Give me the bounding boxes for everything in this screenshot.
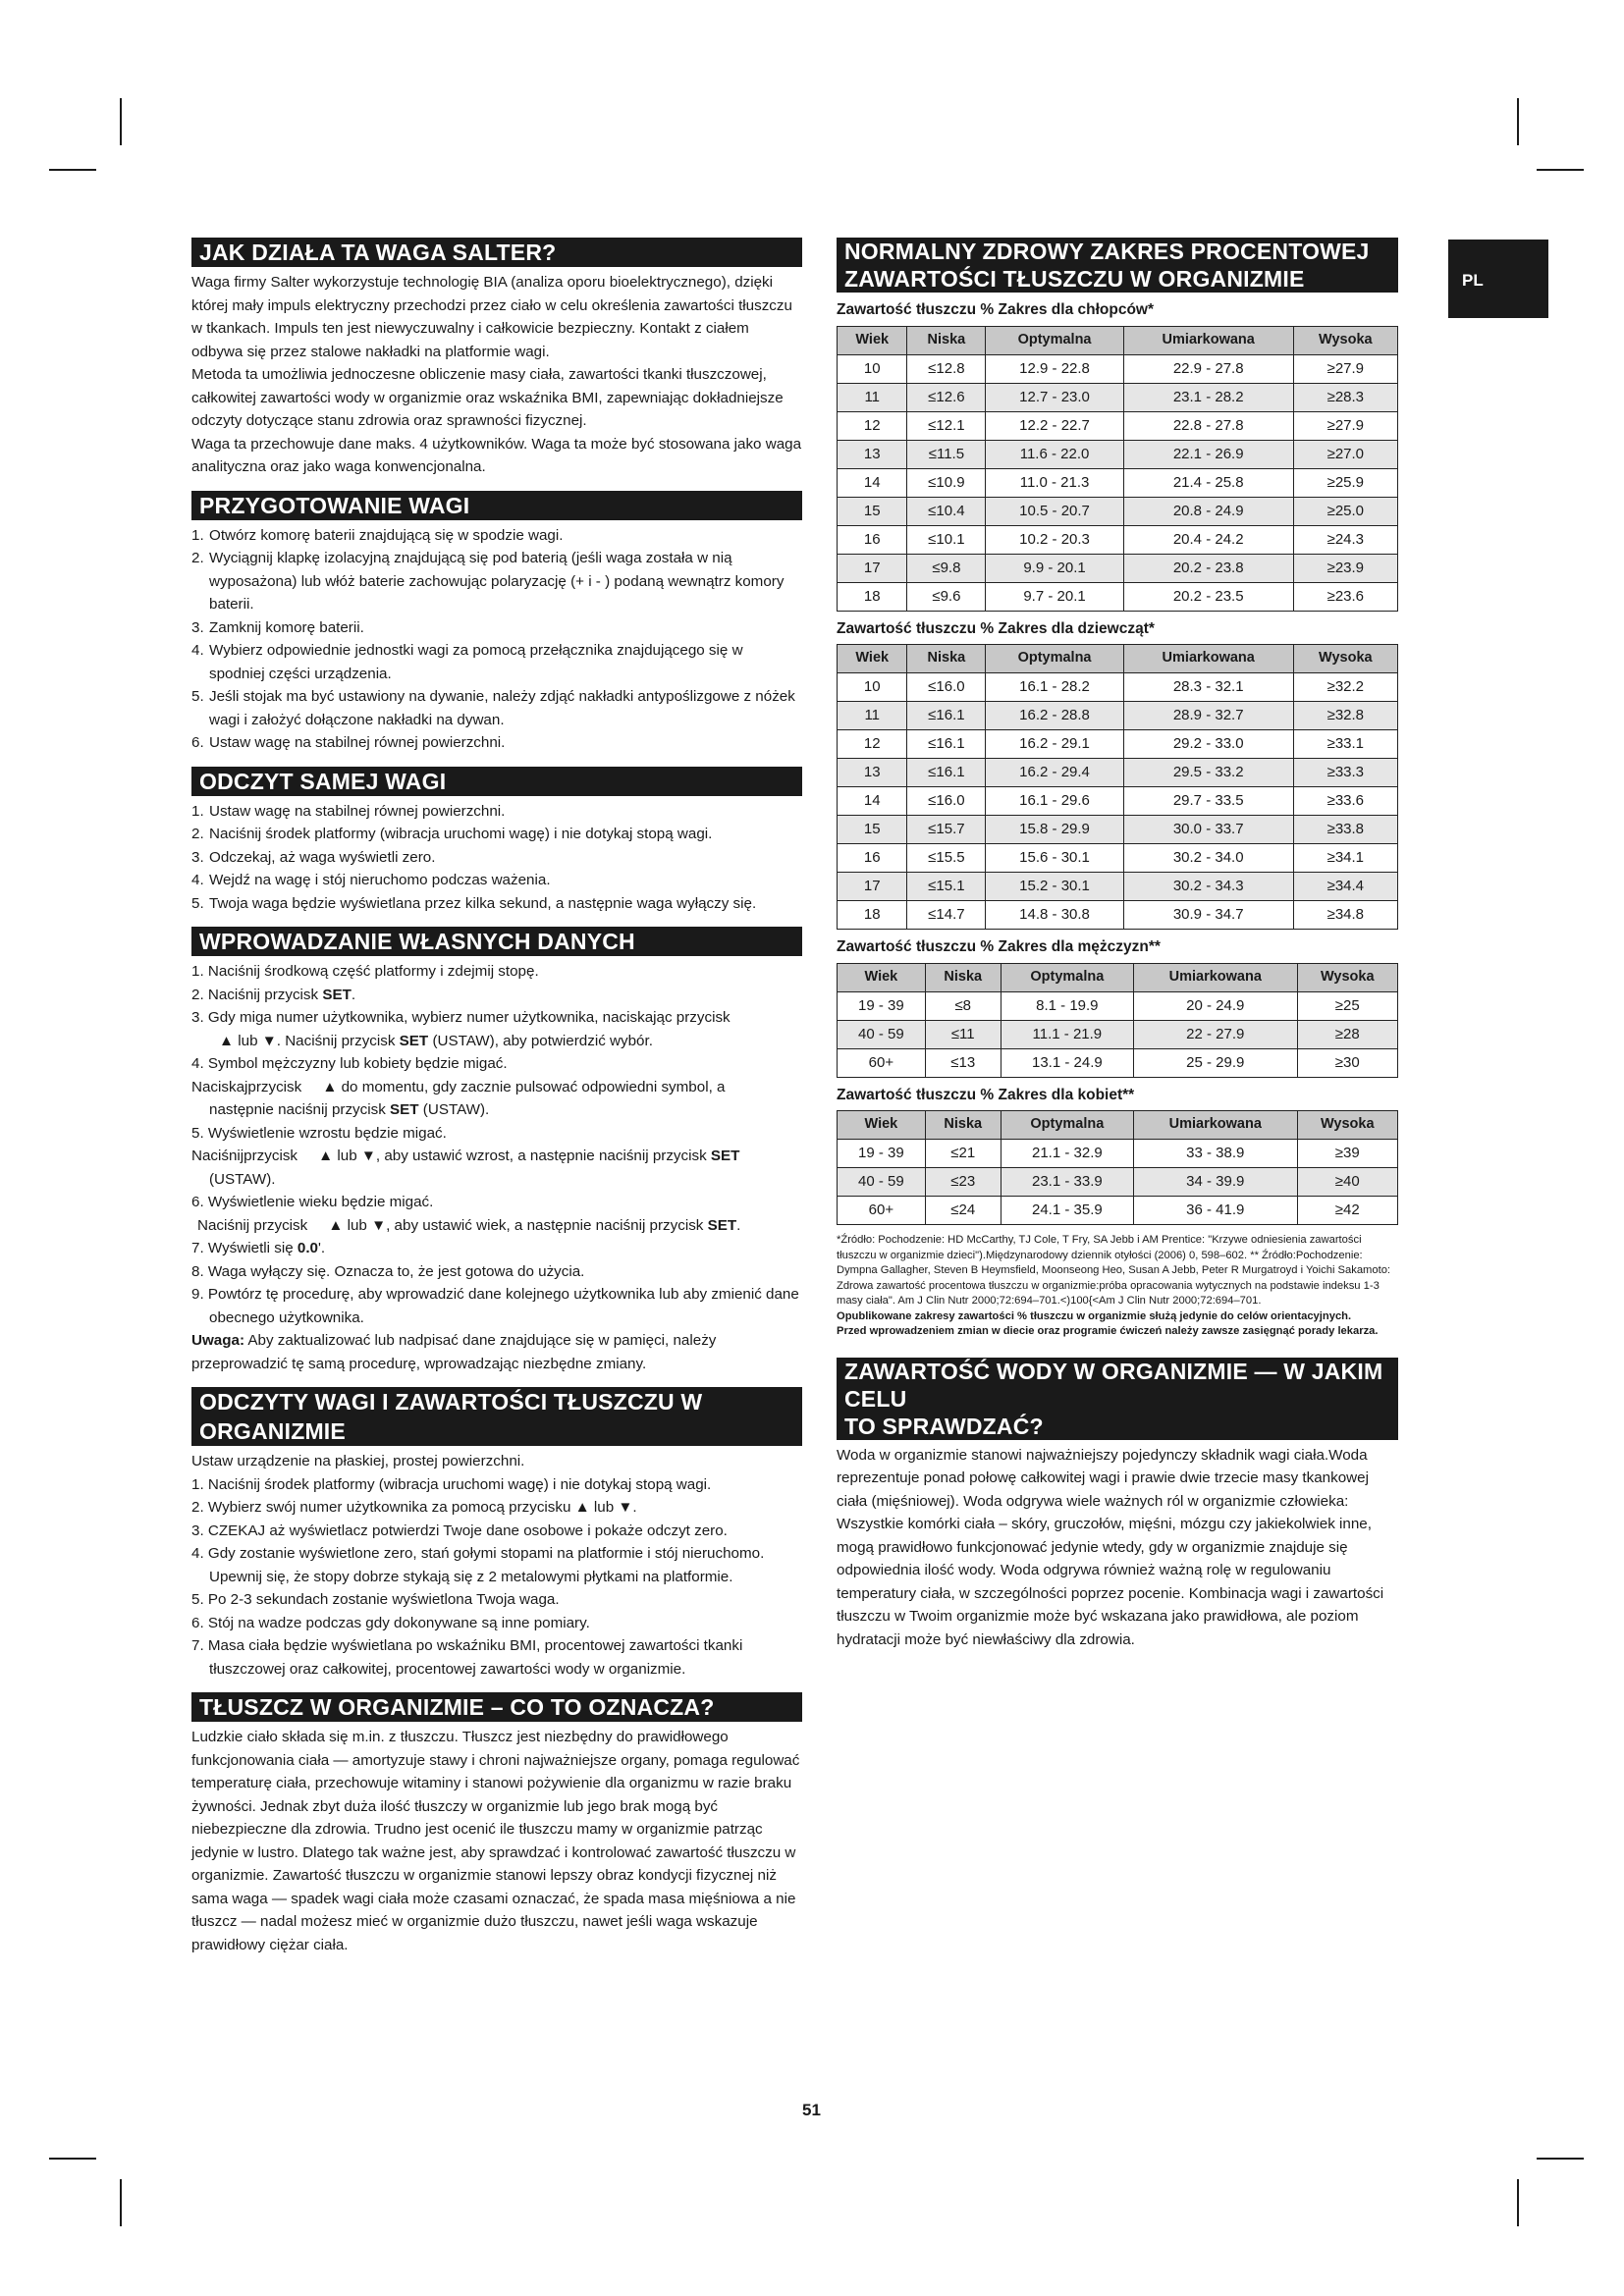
table-cell: 30.2 - 34.0: [1123, 844, 1293, 873]
table-cell: 12.9 - 22.8: [986, 354, 1123, 383]
table-cell: 12.2 - 22.7: [986, 411, 1123, 440]
table-cell: 14: [838, 468, 907, 497]
table-cell: 15.2 - 30.1: [986, 873, 1123, 901]
table-cell: ≥27.9: [1293, 354, 1397, 383]
table-cell: ≤11: [925, 1020, 1001, 1048]
list-item: 3. Odczekaj, aż waga wyświetli zero.: [191, 848, 436, 866]
table-cell: 13: [838, 759, 907, 787]
table-cell: ≤23: [925, 1168, 1001, 1197]
table-cell: 29.7 - 33.5: [1123, 787, 1293, 816]
table-cell: ≤16.0: [907, 673, 986, 702]
table-caption: Zawartość tłuszczu % Zakres dla dziewcząt*: [837, 619, 1155, 637]
list-item: 4. Wejdź na wagę i stój nieruchomo podczas ważenia.: [191, 872, 551, 888]
section-title: WPROWADZANIE WŁASNYCH DANYCH: [191, 927, 802, 956]
table-cell: 21.4 - 25.8: [1123, 468, 1293, 497]
table-cell: 19 - 39: [838, 1140, 926, 1168]
step: 6. Stój na wadze podczas gdy dokonywane są inne pomiary.: [191, 1614, 590, 1631]
table-cell: 16: [838, 844, 907, 873]
table-cell: 21.1 - 32.9: [1001, 1140, 1133, 1168]
table-cell: 22.8 - 27.8: [1123, 411, 1293, 440]
table-cell: 13: [838, 440, 907, 468]
section-title: TŁUSZCZ W ORGANIZMIE – CO TO OZNACZA?: [191, 1692, 802, 1722]
table-caption: Zawartość tłuszczu % Zakres dla mężczyzn**: [837, 938, 1161, 955]
step: 3. CZEKAJ aż wyświetlacz potwierdzi Twoje dane osobowe i pokaże odczyt zero.: [191, 1522, 728, 1539]
list-item: 2. Wyciągnij klapkę izolacyjną znajdującą się pod baterią (jeśli waga została w nią wyposażona) lub włóż baterie zachowując polaryzację (+ i - ) podaną wewnątrz komory baterii.: [191, 550, 785, 613]
table-header-cell: Niska: [907, 326, 986, 354]
crop-mark: [1517, 98, 1519, 145]
table-cell: 12: [838, 730, 907, 759]
table-row: [838, 787, 1398, 816]
table-cell: 30.2 - 34.3: [1123, 873, 1293, 901]
step: 4. Gdy zostanie wyświetlone zero, stań gołymi stopami na platformie i stój nieruchomo. Upewnij się, że stopy dobrze stykają się z 2 metalowymi płytkami na platformie.: [191, 1545, 765, 1585]
table-cell: 15: [838, 816, 907, 844]
table-cell: ≥24.3: [1293, 525, 1397, 554]
table-cell: 10: [838, 354, 907, 383]
table-cell: 30.9 - 34.7: [1123, 901, 1293, 930]
table-cell: 20.2 - 23.8: [1123, 554, 1293, 582]
step: Naciśnijprzycisk ▲ lub ▼, aby ustawić wzrost, a następnie naciśnij przycisk SET: [191, 1148, 740, 1164]
men-fat-table: [837, 963, 1398, 1078]
table-row: [838, 702, 1398, 730]
paragraph: Ustaw urządzenie na płaskiej, prostej powierzchni.: [191, 1453, 525, 1469]
boys-fat-table: [837, 326, 1398, 612]
step: 6. Wyświetlenie wieku będzie migać.: [191, 1194, 434, 1210]
table-header-cell: Wysoka: [1293, 326, 1397, 354]
table-row: [838, 844, 1398, 873]
note: Uwaga: Aby zaktualizować lub nadpisać dane znajdujące się w pamięci, należy przeprowadzić tę samą procedurę, wprowadzając niezbędne zmiany.: [191, 1332, 717, 1372]
table-cell: 15.8 - 29.9: [986, 816, 1123, 844]
table-cell: 22 - 27.9: [1134, 1020, 1298, 1048]
table-header-cell: Niska: [907, 645, 986, 673]
paragraph: Metoda ta umożliwia jednoczesne obliczenie masy ciała, zawartości tkanki tłuszczowej, całkowitej zawartości wody w organizmie oraz wskaźnika BMI, zapewniając dokładniejsze odczyty dotyczące stanu zdrowia oraz sprawności fizycznej.: [191, 366, 784, 429]
table-cell: ≥33.6: [1293, 787, 1397, 816]
table-cell: ≥32.2: [1293, 673, 1397, 702]
table-cell: 11.6 - 22.0: [986, 440, 1123, 468]
table-cell: 11: [838, 383, 907, 411]
table-header-cell: Umiarkowana: [1134, 1111, 1298, 1140]
table-cell: 12.7 - 23.0: [986, 383, 1123, 411]
section-title: ODCZYTY WAGI I ZAWARTOŚCI TŁUSZCZU W ORGANIZMIE: [191, 1387, 802, 1446]
table-cell: 28.9 - 32.7: [1123, 702, 1293, 730]
step: następnie naciśnij przycisk SET (USTAW).: [209, 1101, 490, 1118]
table-cell: 25 - 29.9: [1134, 1048, 1298, 1077]
table-row: [838, 816, 1398, 844]
table-cell: 23.1 - 28.2: [1123, 383, 1293, 411]
table-cell: ≥30: [1297, 1048, 1397, 1077]
step: 4. Symbol mężczyzny lub kobiety będzie migać.: [191, 1055, 508, 1072]
table-cell: 13.1 - 24.9: [1001, 1048, 1133, 1077]
table-row: [838, 383, 1398, 411]
women-fat-table: [837, 1110, 1398, 1225]
table-header-cell: Optymalna: [1001, 963, 1133, 991]
step: 3. Gdy miga numer użytkownika, wybierz numer użytkownika, naciskając przycisk: [191, 1009, 731, 1026]
table-cell: 9.9 - 20.1: [986, 554, 1123, 582]
table-cell: ≥27.9: [1293, 411, 1397, 440]
table-cell: ≤10.9: [907, 468, 986, 497]
table-cell: 60+: [838, 1197, 926, 1225]
table-row: [838, 468, 1398, 497]
table-cell: ≥33.3: [1293, 759, 1397, 787]
table-header-cell: Niska: [925, 963, 1001, 991]
table-cell: ≥34.4: [1293, 873, 1397, 901]
table-row: [838, 554, 1398, 582]
table-row: [838, 1140, 1398, 1168]
language-tab-label: PL: [1462, 271, 1484, 290]
crop-mark: [1537, 169, 1584, 171]
table-header-cell: Wiek: [838, 326, 907, 354]
section-how: [191, 238, 802, 479]
list-item: 2. Naciśnij środek platformy (wibracja uruchomi wagę) i nie dotykaj stopą wagi.: [191, 826, 713, 842]
table-cell: ≥32.8: [1293, 702, 1397, 730]
crop-mark: [1517, 2179, 1519, 2226]
table-cell: ≤8: [925, 991, 1001, 1020]
crop-mark: [49, 2158, 96, 2160]
table-row: [838, 730, 1398, 759]
page-number: 51: [802, 2101, 821, 2119]
table-cell: ≤9.6: [907, 582, 986, 611]
table-cell: 40 - 59: [838, 1168, 926, 1197]
table-cell: ≥34.1: [1293, 844, 1397, 873]
table-cell: 23.1 - 33.9: [1001, 1168, 1133, 1197]
table-cell: 16.2 - 29.1: [986, 730, 1123, 759]
table-cell: 12: [838, 411, 907, 440]
table-cell: ≤21: [925, 1140, 1001, 1168]
table-cell: ≤24: [925, 1197, 1001, 1225]
step-list: [191, 524, 802, 755]
table-cell: ≤14.7: [907, 901, 986, 930]
section-fat-reading: [191, 1387, 802, 1681]
section-title: JAK DZIAŁA TA WAGA SALTER?: [191, 238, 802, 267]
crop-mark: [120, 2179, 122, 2226]
list-item: 6. Ustaw wagę na stabilnej równej powierzchni.: [191, 734, 506, 751]
step: (USTAW).: [209, 1170, 276, 1188]
table-cell: 11: [838, 702, 907, 730]
table-cell: 16.1 - 29.6: [986, 787, 1123, 816]
table-cell: 24.1 - 35.9: [1001, 1197, 1133, 1225]
table-cell: ≤12.8: [907, 354, 986, 383]
table-row: [838, 1197, 1398, 1225]
crop-mark: [1537, 2158, 1584, 2160]
table-cell: ≥39: [1297, 1140, 1397, 1168]
table-cell: 22.9 - 27.8: [1123, 354, 1293, 383]
table-row: [838, 991, 1398, 1020]
right-column: [837, 238, 1398, 1651]
table-row: [838, 411, 1398, 440]
table-cell: ≥23.9: [1293, 554, 1397, 582]
table-row: [838, 1020, 1398, 1048]
paragraph: Waga firmy Salter wykorzystuje technologię BIA (analiza oporu bioelektrycznego), dzięki której mały impuls elektryczny przechodzi przez ciało w celu określenia zawartości tłuszczu w tkankach. Impuls ten jest niewyczuwalny i całkowicie bezpieczny. Kontakt z ciałem odbywa się przez stalowe nakładki na platformie wagi.: [191, 274, 792, 360]
section-title: NORMALNY ZDROWY ZAKRES PROCENTOWEJ ZAWARTOŚCI TŁUSZCZU W ORGANIZMIE: [837, 238, 1398, 293]
step: 2. Naciśnij przycisk SET.: [191, 986, 356, 1003]
table-cell: ≥33.8: [1293, 816, 1397, 844]
table-cell: ≤11.5: [907, 440, 986, 468]
section-title: ODCZYT SAMEJ WAGI: [191, 767, 802, 796]
crop-mark: [120, 98, 122, 145]
step-list: [191, 800, 802, 916]
list-item: 3. Zamknij komorę baterii.: [191, 618, 364, 636]
table-cell: ≤16.1: [907, 759, 986, 787]
table-cell: ≥33.1: [1293, 730, 1397, 759]
table-cell: 15.6 - 30.1: [986, 844, 1123, 873]
table-cell: ≤9.8: [907, 554, 986, 582]
table-cell: ≤16.0: [907, 787, 986, 816]
table-cell: 20.4 - 24.2: [1123, 525, 1293, 554]
table-row: [838, 582, 1398, 611]
step: ▲ lub ▼. Naciśnij przycisk SET (USTAW), aby potwierdzić wybór.: [219, 1032, 653, 1049]
table-header-cell: Optymalna: [986, 326, 1123, 354]
table-cell: 18: [838, 901, 907, 930]
table-cell: ≤12.6: [907, 383, 986, 411]
table-cell: 14: [838, 787, 907, 816]
table-cell: 16: [838, 525, 907, 554]
table-header-cell: Wiek: [838, 1111, 926, 1140]
paragraph: Ludzkie ciało składa się m.in. z tłuszczu. Tłuszcz jest niezbędny do prawidłowego funkcjonowania ciała — amortyzuje stawy i chroni najważniejsze organy, pomaga regulować temperaturę ciała, przechowuje witaminy i stanowi pożywienie dla organizmu w razie braku żywności. Jednak zbyt duża ilość tłuszczy w organizmie lub jego brak mogą być niebezpieczne dla zdrowia. Trudno jest ocenić ile tłuszczu mamy w organizmie patrząc jedynie w lustro. Dlatego tak ważne jest, aby sprawdzać i kontrolować zawartość tłuszczu w organizmie. Zawartość tłuszczu w organizmie stanowi lepszy obraz kondycji fizycznej niż sama waga — spadek wagi ciała może czasami oznaczać, że spada masa mięśniowa a nie tłuszcz — nadal możesz mieć w organizmie dużo tłuszczu, nawet jeśli waga wskazuje prawidłowy ciężar ciała.: [191, 1729, 800, 1953]
table-header-cell: Optymalna: [1001, 1111, 1133, 1140]
table-cell: 17: [838, 873, 907, 901]
paragraph: Wszystkie komórki ciała – skóry, gruczołów, mięśni, mózgu czy jakiekolwiek inne, mogą prawidłowo funkcjonować jedynie wtedy, gdy w organizmie znajduje się odpowiednia ilość wody. Woda odgrywa również ważną rolę w regulowaniu temperatury ciała, w szczególności poprzez pocenie. Kombinacja wagi i zawartości tłuszczu w Twoim organizmie może być wskazana jako prawidłowa, ale poziom hydratacji może być niewłaściwy dla zdrowia.: [837, 1516, 1384, 1648]
table-cell: 10: [838, 673, 907, 702]
table-cell: ≤15.5: [907, 844, 986, 873]
step: Naciśnij przycisk ▲ lub ▼, aby ustawić wiek, a następnie naciśnij przycisk SET.: [197, 1216, 741, 1234]
table-cell: 28.3 - 32.1: [1123, 673, 1293, 702]
list-item: 5. Twoja waga będzie wyświetlana przez kilka sekund, a następnie waga wyłączy się.: [191, 894, 757, 912]
paragraph: Woda w organizmie stanowi najważniejszy pojedynczy składnik wagi ciała.Woda reprezentuje ponad połowę całkowitej wagi i prawie dwie trzecie masy tkankowej ciała (mięśniowej). Woda odgrywa wiele ważnych ról w organizmie człowieka:: [837, 1446, 1369, 1510]
table-header-cell: Umiarkowana: [1134, 963, 1298, 991]
table-cell: 29.2 - 33.0: [1123, 730, 1293, 759]
table-header-cell: Wiek: [838, 645, 907, 673]
table-cell: ≤16.1: [907, 702, 986, 730]
table-cell: 16.2 - 29.4: [986, 759, 1123, 787]
table-cell: 11.0 - 21.3: [986, 468, 1123, 497]
table-cell: 20 - 24.9: [1134, 991, 1298, 1020]
table-row: [838, 525, 1398, 554]
table-cell: ≥40: [1297, 1168, 1397, 1197]
section-title: ZAWARTOŚĆ WODY W ORGANIZMIE — W JAKIM CELU TO SPRAWDZAĆ?: [837, 1358, 1398, 1440]
step: 5. Wyświetlenie wzrostu będzie migać.: [191, 1124, 447, 1142]
table-cell: 18: [838, 582, 907, 611]
table-cell: 11.1 - 21.9: [1001, 1020, 1133, 1048]
table-cell: 10.5 - 20.7: [986, 497, 1123, 525]
table-cell: 22.1 - 26.9: [1123, 440, 1293, 468]
table-cell: 33 - 38.9: [1134, 1140, 1298, 1168]
table-cell: ≤15.7: [907, 816, 986, 844]
table-cell: ≤13: [925, 1048, 1001, 1077]
table-cell: 34 - 39.9: [1134, 1168, 1298, 1197]
section-title: PRZYGOTOWANIE WAGI: [191, 491, 802, 520]
section-meaning: [191, 1692, 802, 1956]
step: 5. Po 2-3 sekundach zostanie wyświetlona Twoja waga.: [191, 1591, 560, 1608]
table-row: [838, 873, 1398, 901]
table-cell: ≤10.4: [907, 497, 986, 525]
table-header-cell: Wysoka: [1293, 645, 1397, 673]
table-row: [838, 354, 1398, 383]
table-cell: ≥25: [1297, 991, 1397, 1020]
table-row: [838, 759, 1398, 787]
table-cell: 9.7 - 20.1: [986, 582, 1123, 611]
left-column: [191, 238, 802, 1968]
table-cell: ≥34.8: [1293, 901, 1397, 930]
table-cell: ≥42: [1297, 1197, 1397, 1225]
table-header-cell: Umiarkowana: [1123, 645, 1293, 673]
table-caption: Zawartość tłuszczu % Zakres dla kobiet**: [837, 1086, 1135, 1103]
table-row: [838, 497, 1398, 525]
section-personal: [191, 927, 802, 1375]
section-prep: [191, 491, 802, 755]
section-water: [837, 1358, 1398, 1652]
table-row: [838, 1048, 1398, 1077]
step: 9. Powtórz tę procedurę, aby wprowadzić dane kolejnego użytkownika lub aby zmienić dane obecnego użytkownika.: [191, 1286, 799, 1326]
step: 8. Waga wyłączy się. Oznacza to, że jest gotowa do użycia.: [191, 1262, 585, 1280]
table-cell: ≥25.0: [1293, 497, 1397, 525]
language-tab: [1448, 240, 1548, 318]
table-header-cell: Umiarkowana: [1123, 326, 1293, 354]
table-header-cell: Wysoka: [1297, 963, 1397, 991]
table-cell: ≥23.6: [1293, 582, 1397, 611]
crop-mark: [49, 169, 96, 171]
table-cell: 36 - 41.9: [1134, 1197, 1298, 1225]
table-cell: 16.1 - 28.2: [986, 673, 1123, 702]
table-cell: 15: [838, 497, 907, 525]
table-cell: ≥28: [1297, 1020, 1397, 1048]
table-cell: ≤15.1: [907, 873, 986, 901]
table-row: [838, 901, 1398, 930]
table-header-cell: Optymalna: [986, 645, 1123, 673]
list-item: 1. Ustaw wagę na stabilnej równej powierzchni.: [191, 802, 506, 820]
table-cell: 60+: [838, 1048, 926, 1077]
list-item: 5. Jeśli stojak ma być ustawiony na dywanie, należy zdjąć nakładki antypoślizgowe z nóżek wagi i założyć dołączone nakładki na dywan.: [191, 688, 795, 728]
table-cell: 40 - 59: [838, 1020, 926, 1048]
girls-fat-table: [837, 644, 1398, 930]
table-cell: 8.1 - 19.9: [1001, 991, 1133, 1020]
table-caption: Zawartość tłuszczu % Zakres dla chłopców*: [837, 301, 1155, 318]
table-cell: ≤16.1: [907, 730, 986, 759]
table-header-cell: Wysoka: [1297, 1111, 1397, 1140]
table-row: [838, 440, 1398, 468]
table-cell: 10.2 - 20.3: [986, 525, 1123, 554]
step: 7. Wyświetli się 0.0'.: [191, 1240, 326, 1256]
table-cell: 29.5 - 33.2: [1123, 759, 1293, 787]
table-cell: ≤10.1: [907, 525, 986, 554]
table-cell: ≤12.1: [907, 411, 986, 440]
table-cell: 20.8 - 24.9: [1123, 497, 1293, 525]
section-weigh: [191, 767, 802, 916]
table-cell: 14.8 - 30.8: [986, 901, 1123, 930]
table-row: [838, 1168, 1398, 1197]
table-cell: 17: [838, 554, 907, 582]
table-cell: 20.2 - 23.5: [1123, 582, 1293, 611]
footnote: *Źródło: Pochodzenie: HD McCarthy, TJ Cole, T Fry, SA Jebb i AM Prentice: "Krzywe odniesienia zawartości tłuszczu w organizmie dzieci").Międzynarodowy dziennik otyłości (2006) 0, 598–602. ** Źródło:Pochodzenie: Dympna Gallagher, Steven B Heymsfield, Moonseong Heo, Susan A Jebb, Peter R Murgatroyd i Yoichi Sakamoto: Zdrowa zawartość procentowa tłuszczu w organizmie:próba opracowania wytycznych na podstawie indeksu 1-3 masy ciała". Am J Clin Nutr 2000;72:694–701.<)100{<Am J Clin Nutr 2000;72:694–701. Opublikowane zakresy zawartości % tłuszczu w organizmie służą jedynie do celów orientacyjnych. Przed wprowadzeniem zmian w diecie oraz programie ćwiczeń należy zawsze zasięgnąć porady lekarza.: [837, 1234, 1391, 1337]
step: Naciskajprzycisk ▲ do momentu, gdy zacznie pulsować odpowiedni symbol, a: [191, 1078, 726, 1095]
list-item: 4. Wybierz odpowiednie jednostki wagi za pomocą przełącznika znajdującego się w spodniej części urządzenia.: [191, 642, 743, 682]
step: 1. Naciśnij środkową część platformy i zdejmij stopę.: [191, 963, 539, 980]
table-row: [838, 673, 1398, 702]
table-cell: ≥28.3: [1293, 383, 1397, 411]
table-cell: ≥27.0: [1293, 440, 1397, 468]
table-cell: 30.0 - 33.7: [1123, 816, 1293, 844]
table-header-cell: Niska: [925, 1111, 1001, 1140]
paragraph: Waga ta przechowuje dane maks. 4 użytkowników. Waga ta może być stosowana jako waga analityczna oraz jako waga konwencjonalna.: [191, 435, 802, 475]
list-item: 1. Otwórz komorę baterii znajdującą się w spodzie wagi.: [191, 526, 564, 544]
table-cell: ≥25.9: [1293, 468, 1397, 497]
step: 7. Masa ciała będzie wyświetlana po wskaźniku BMI, procentowej zawartości tkanki tłuszczowej oraz całkowitej, procentowej zawartości wody w organizmie.: [191, 1637, 743, 1678]
step: 2. Wybierz swój numer użytkownika za pomocą przycisku ▲ lub ▼.: [191, 1499, 637, 1516]
step: 1. Naciśnij środek platformy (wibracja uruchomi wagę) i nie dotykaj stopą wagi.: [191, 1475, 712, 1493]
table-cell: 16.2 - 28.8: [986, 702, 1123, 730]
table-header-cell: Wiek: [838, 963, 926, 991]
table-cell: 19 - 39: [838, 991, 926, 1020]
